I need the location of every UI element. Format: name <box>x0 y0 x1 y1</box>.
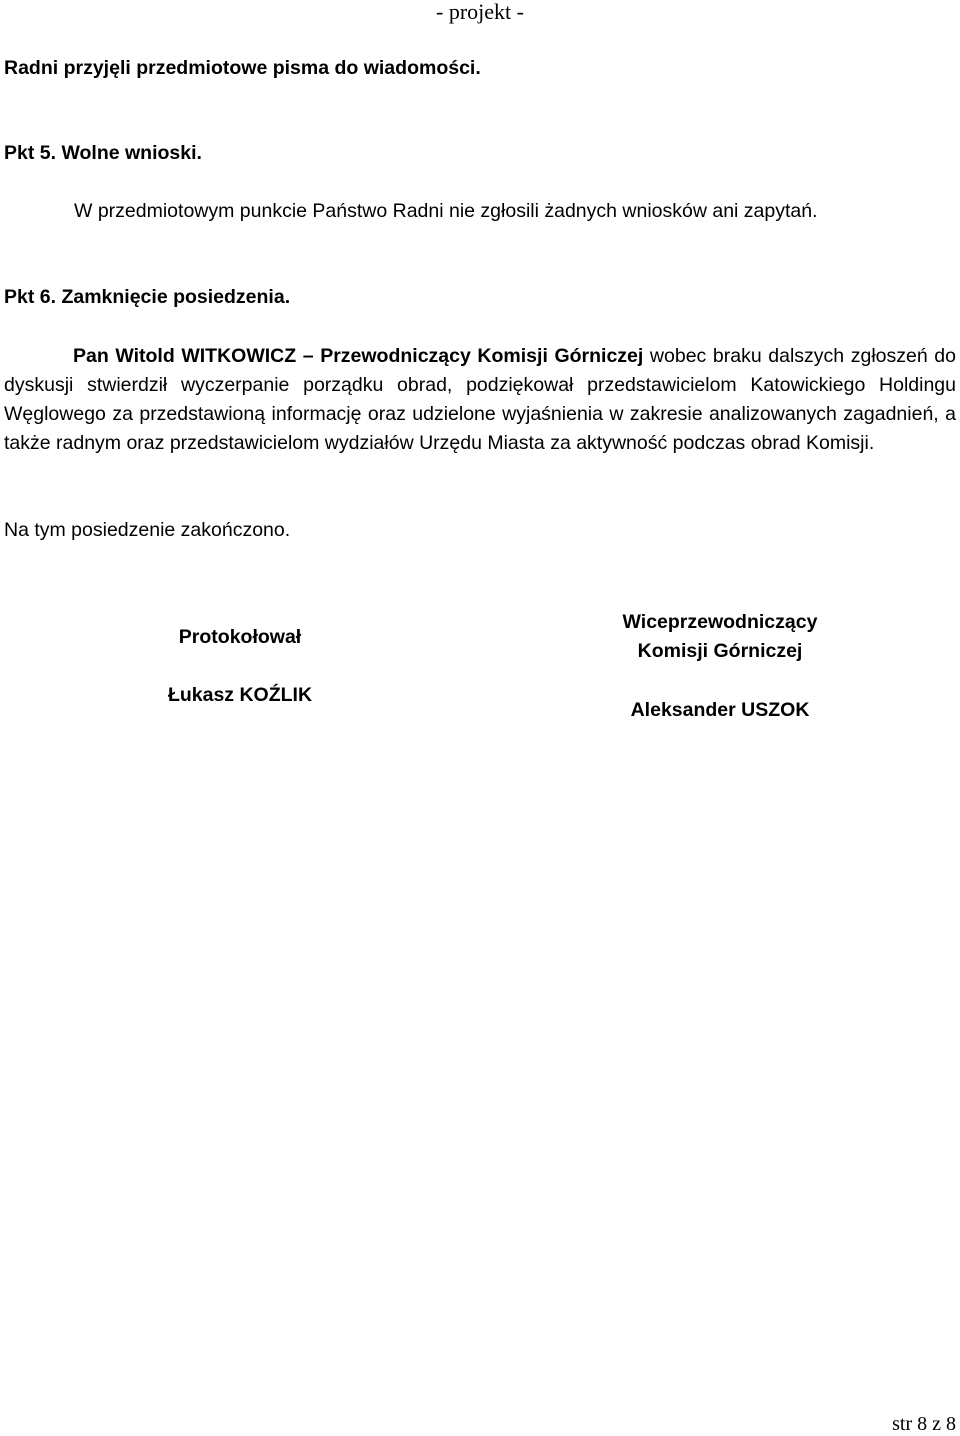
signature-right-role-line2: Komisji Górniczej <box>637 640 803 662</box>
signature-left-role: Protokołował <box>178 626 302 648</box>
paragraph-body: wobec braku dalszych zgłoszeń do dyskusji stwierdził wyczerpanie porządku obrad, podziękował przedstawicielom Katowickiego Holdingu Węglowego za przedstawioną informację oraz udzielone wyjaśnienia w zakresie analizowanych zagadnień, a także radnym oraz przedstawicielom wydziałów Urzędu Miasta za aktywność podczas obrad Komisji. <box>4 345 956 455</box>
signature-right-role-line1: Wiceprzewodniczący <box>622 611 818 633</box>
chairman-lead: Pan Witold WITKOWICZ – Przewodniczący Komisji Górniczej <box>73 345 644 367</box>
acknowledgement-text: Radni przyjęli przedmiotowe pisma do wiadomości. <box>4 57 481 79</box>
pkt6-heading: Pkt 6. Zamknięcie posiedzenia. <box>4 286 291 308</box>
signature-left-name: Łukasz KOŹLIK <box>167 684 313 706</box>
pkt5-heading: Pkt 5. Wolne wnioski. <box>4 142 202 164</box>
closing-paragraph <box>4 342 956 458</box>
draft-mark: - projekt - <box>436 0 524 24</box>
signature-right-name: Aleksander USZOK <box>630 699 810 721</box>
page-number: str 8 z 8 <box>892 1413 956 1435</box>
pkt5-text: W przedmiotowym punkcie Państwo Radni nie zgłosili żadnych wniosków ani zapytań. <box>74 200 818 222</box>
closing-line: Na tym posiedzenie zakończono. <box>4 519 291 541</box>
